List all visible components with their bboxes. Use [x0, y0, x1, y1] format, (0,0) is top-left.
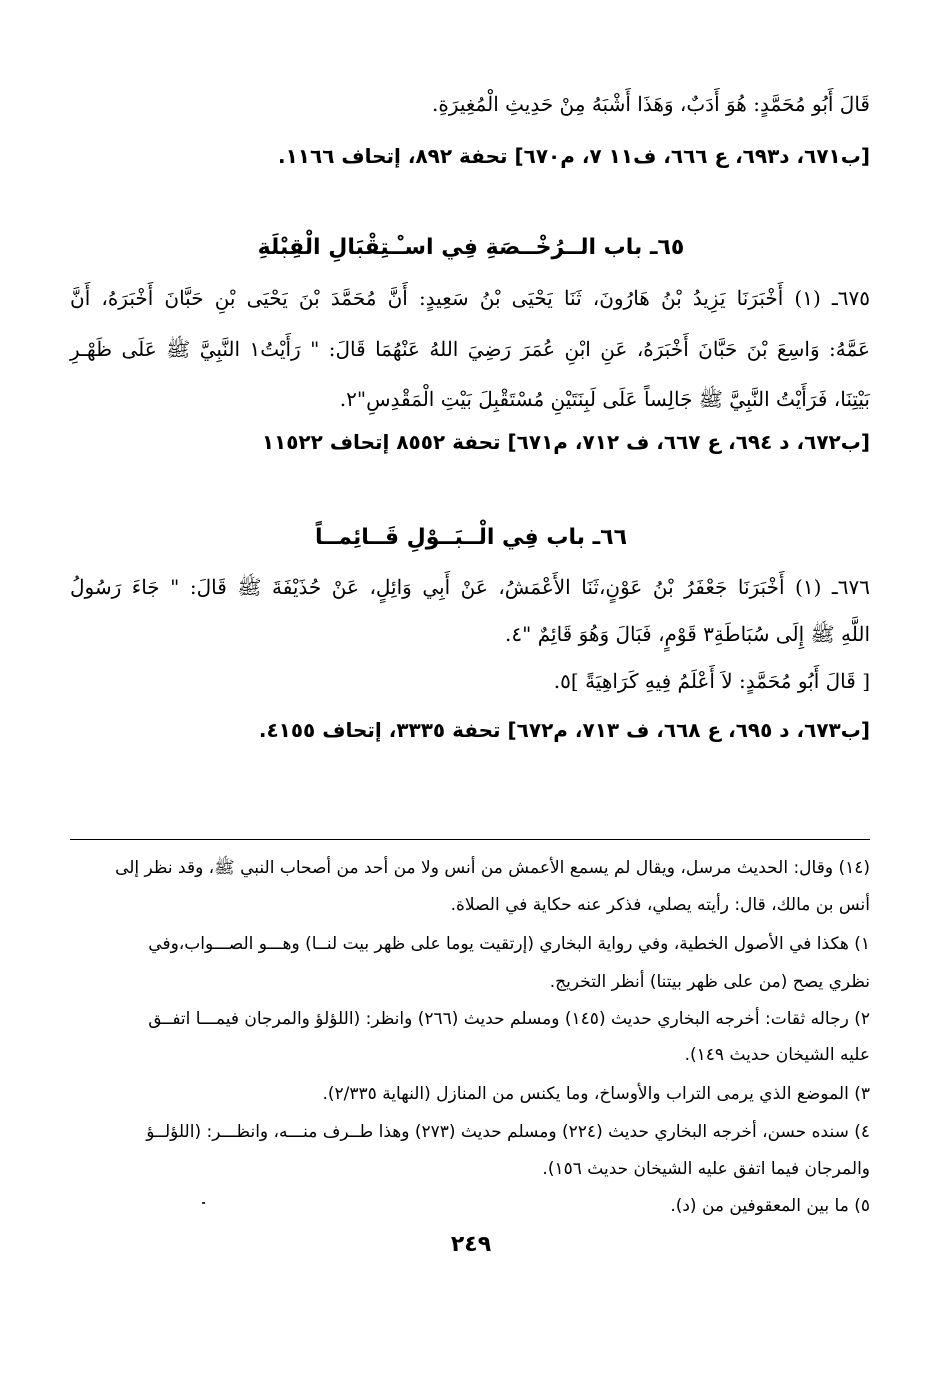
intro-reference: [ب٦٧١، د٦٩٣، ع ٦٦٦، ف١١ ٧، م٦٧٠] تحفة ٨٩٢، إتحاف ١١٦٦.	[277, 144, 870, 168]
chapter-66-heading: ٦٦ـ باب فِي الْــبَــوْلِ قَــائِمــاً	[314, 525, 628, 550]
intro-statement: قَالَ أَبُو مُحَمَّدٍ: هُوَ أَدَبٌ، وَهَذَا أَشْبَهُ مِنْ حَدِيثِ الْمُغِيرَةِ.	[431, 92, 870, 116]
hadith-675-line-2: عَمَّهُ: وَاسِعَ بْنَ حَبَّانَ أَخْبَرَهُ، عَنِ ابْنِ عُمَرَ رَضِيَ اللهُ عَنْهُمَا قَالَ: " رَأَيْتُ١ النَّبِيَّ ﷺ عَلَى ظَهْـرِ	[70, 337, 870, 361]
footnote-5: ٥) ما بين المعقوفين من (د).	[670, 1196, 870, 1216]
footnote-divider	[70, 839, 870, 840]
hadith-675-reference: [ب٦٧٢، د ٦٩٤، ع ٦٦٧، ف ٧١٢، م٦٧١] تحفة ٨٥٥٢ إتحاف ١١٥٢٢	[261, 430, 870, 454]
footnote-14-line-1: (١٤) وقال: الحديث مرسل، ويقال لم يسمع الأعمش من أنس ولا من أحد من أصحاب النبي ﷺ، وقد نظر إلى	[115, 858, 870, 878]
hadith-676-line-2: اللَّهِ ﷺ إِلَى سُبَاطَةِ٣ قَوْمٍ، فَبَالَ وَهُوَ قَائِمٌ "٤.	[505, 622, 870, 646]
footnote-1-line-1: ١) هكذا في الأصول الخطية، وفي رواية البخاري (إرتقيت يوما على ظهر بيت لنــا) وهـــو الصـــواب،وفي	[148, 934, 870, 954]
hadith-675-line-1: ٦٧٥ـ (١) أَخْبَرَنَا يَزِيدُ بْنُ هَارُونَ، ثَنَا يَحْيَى بْنُ سَعِيدٍ: أَنَّ مُحَمَّدَ بْنَ يَحْيَى بْنِ حَبَّانَ أَخْبَرَهُ، أَنَّ	[70, 286, 870, 310]
scan-speck	[202, 1202, 205, 1204]
hadith-676-reference: [ب٦٧٣، د ٦٩٥، ع ٦٦٨، ف ٧١٣، م٦٧٢] تحفة ٣٣٣٥، إتحاف ٤١٥٥.	[258, 718, 870, 742]
hadith-676-line-1: ٦٧٦ـ (١) أَخْبَرَنَا جَعْفَرُ بْنُ عَوْنٍ،ثَنَا الأَعْمَشُ، عَنْ أَبِي وَائِلٍ، عَنْ حُذَيْفَةَ ﷺ قَالَ: " جَاءَ رَسُولُ	[70, 575, 870, 599]
footnote-4-line-2: والمرجان فيما اتفق عليه الشيخان حديث ١٥٦).	[542, 1159, 870, 1179]
hadith-675-line-3: بَيْتِنَا، فَرَأَيْتُ النَّبِيَّ ﷺ جَالِساً عَلَى لَبِنَتَيْنِ مُسْتَقْبِلَ بَيْتِ الْمَقْدِسِ"٢.	[339, 387, 870, 411]
footnote-1-line-2: نظري يصح (من على ظهر بيتنا) أنظر التخريج.	[549, 972, 870, 992]
chapter-65-heading: ٦٥ـ باب الــرُخْــصَةِ فِي اسـْـتِقْبَالِ الْقِبْلَةِ	[257, 235, 685, 260]
page-number: ٢٤٩	[450, 1232, 492, 1257]
footnote-2-line-1: ٢) رجاله ثقات: أخرجه البخاري حديث (١٤٥) ومسلم حديث (٢٦٦) وانظر: (اللؤلؤ والمرجان فيمـــا اتفــق	[148, 1009, 870, 1029]
footnote-2-line-2: عليه الشيخان حديث ١٤٩).	[684, 1045, 870, 1065]
footnote-4-line-1: ٤) سنده حسن، أخرجه البخاري حديث (٢٢٤) ومسلم حديث (٢٧٣) وهذا طــرف منـــه، وانظـــر: (اللؤلــؤ	[146, 1122, 870, 1142]
footnote-14-line-2: أنس بن مالك، قال: رأيته يصلي، فذكر عنه حكاية في الصلاة.	[450, 895, 870, 915]
hadith-676-note: [ قَالَ أَبُو مُحَمَّدٍ: لاَ أَعْلَمُ فِيهِ كَرَاهِيَةً ]٥.	[553, 669, 870, 693]
footnote-3: ٣) الموضع الذي يرمى التراب والأوساخ، وما يكنس من المنازل (النهاية ٢/٣٣٥).	[322, 1084, 870, 1104]
